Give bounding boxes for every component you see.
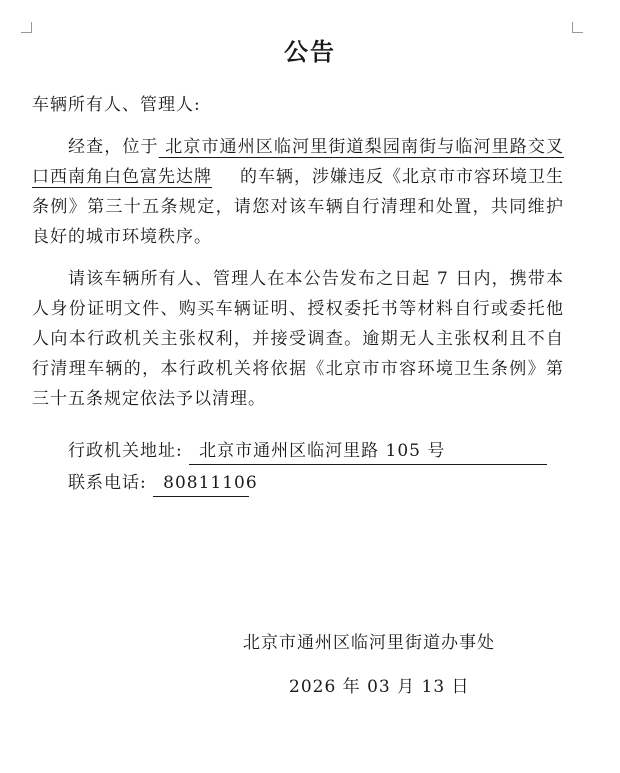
agency-address-label: 行政机关地址: [68,441,183,461]
vehicle-location: 北京市通州区临河里街道梨园南街与临河里路交叉口西南角白色富先达牌 [32,137,565,187]
notice-addressee: 车辆所有人、管理人: [32,95,201,115]
paragraph-1-suffix: 的车辆，涉嫌违反《北京市市容环境卫生条例》第三十五条规定，请您对该车辆自行清理和处置，共同维护良好的城市环境秩序。 [32,167,564,247]
page-corner-mark-right [572,22,583,33]
notice-paragraph-2: 请该车辆所有人、管理人在本公告发布之日起 7 日内，携带本人身份证明文件、购买车辆证明、授权委托书等材料自行或委托他人向本行政机关主张权利，并接受调查。逾期无人主张权利且不自行清理车辆的，本行政机关将依据《北京市市容环境卫生条例》第三十五条规定依法予以清理。 [32,269,564,409]
paragraph-1-prefix: 经查，位于 [68,137,159,157]
issuer-signature: 北京市通州区临河里街道办事处 [243,633,495,653]
agency-address-value: 北京市通州区临河里路 105 号 [189,438,547,465]
agency-address-row [68,436,547,466]
notice-paragraph-1 [32,132,564,252]
contact-phone-value: 80811106 [153,470,249,497]
page-corner-mark-left [21,22,32,33]
contact-phone-row [68,468,258,498]
notice-date: 2026 年 03 月 13 日 [289,677,470,697]
notice-title: 公告 [284,38,336,66]
contact-phone-label: 联系电话: [68,473,147,493]
